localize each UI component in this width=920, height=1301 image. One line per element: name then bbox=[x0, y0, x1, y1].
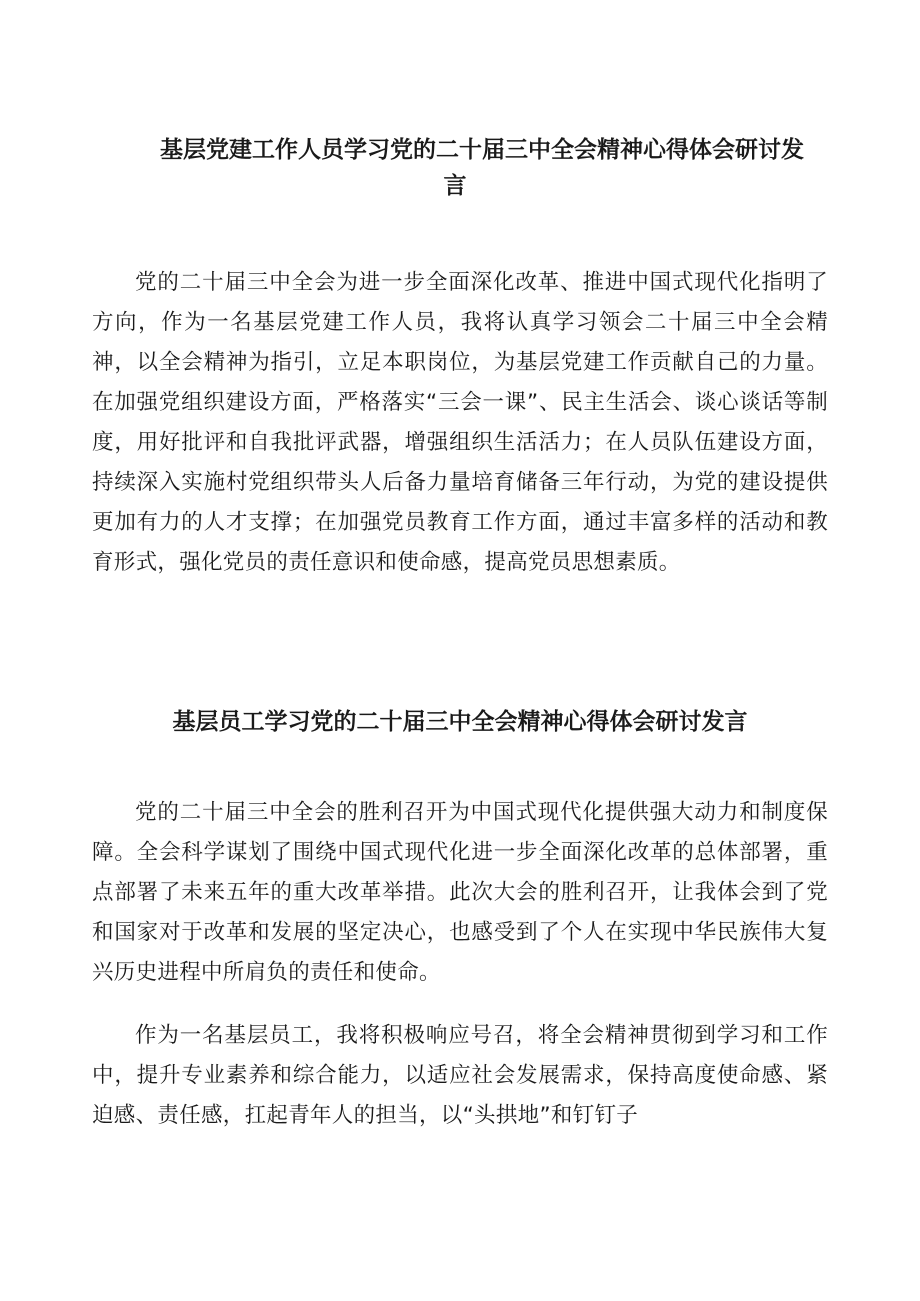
section-2-paragraph-1: 党的二十届三中全会的胜利召开为中国式现代化提供强大动力和制度保障。全会科学谋划了围绕中国式现代化进一步全面深化改革的总体部署，重点部署了未来五年的重大改革举措。此次大会的胜利召开，让我体会到了党和国家对于改革和发展的坚定决心，也感受到了个人在实现中华民族伟大复兴历史进程中所肩负的责任和使命。 bbox=[92, 800, 828, 985]
section-1-title-line-1: 基层党建工作人员学习党的二十届三中全会精神心得体会研讨发 bbox=[160, 137, 804, 163]
section-1-paragraph-1: 党的二十届三中全会为进一步全面深化改革、推进中国式现代化指明了方向，作为一名基层党建工作人员，我将认真学习领会二十届三中全会精神，以全会精神为指引，立足本职岗位，为基层党建工作贡献自己的力量。在加强党组织建设方面，严格落实“三会一课”、民主生活会、谈心谈话等制度，用好批评和自我批评武器，增强组织生活活力；在人员队伍建设方面，持续深入实施村党组织带头人后备力量培育储备三年行动，为党的建设提供更加有力的人才支撑；在加强党员教育工作方面，通过丰富多样的活动和教育形式，强化党员的责任意识和使命感，提高党员思想素质。 bbox=[92, 270, 828, 575]
section-1-title-line-2: 言 bbox=[443, 173, 467, 199]
section-2-title: 基层员工学习党的二十届三中全会精神心得体会研讨发言 bbox=[172, 709, 748, 735]
section-2-paragraph-2: 作为一名基层员工，我将积极响应号召，将全会精神贯彻到学习和工作中，提升专业素养和综合能力，以适应社会发展需求，保持高度使命感、紧迫感、责任感，扛起青年人的担当，以“头拱地”和钉钉子 bbox=[92, 1023, 828, 1128]
section-1-title bbox=[160, 132, 840, 204]
